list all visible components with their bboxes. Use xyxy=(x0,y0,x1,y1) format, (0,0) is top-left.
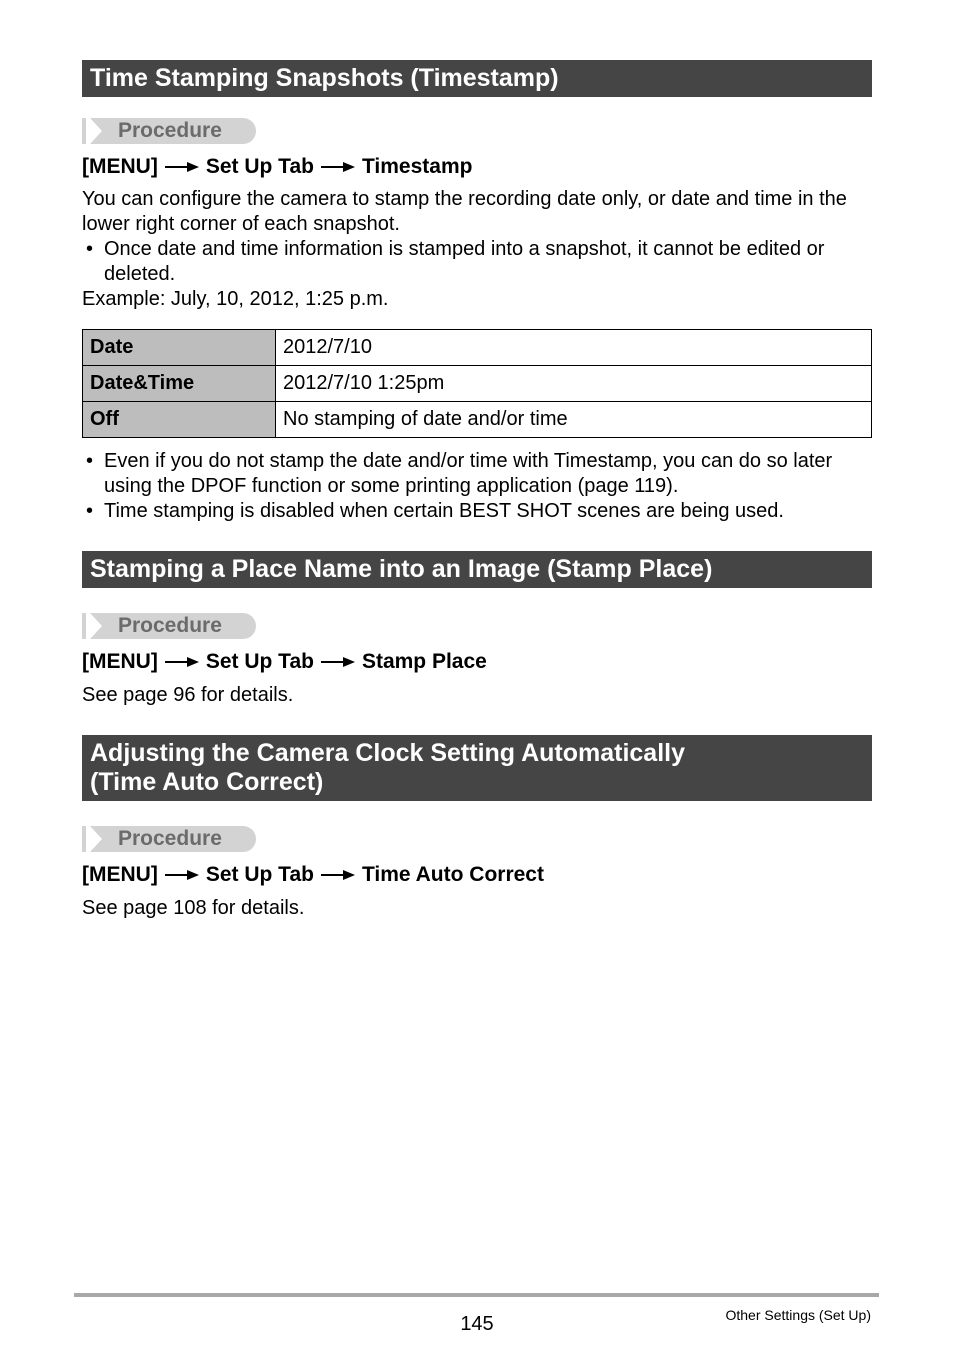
section-header-stamp-place xyxy=(82,551,872,588)
section-header-time-auto-correct xyxy=(82,735,872,801)
bullet-text: Once date and time information is stamped into a snapshot, it cannot be edited or deleted. xyxy=(104,238,825,285)
footer-divider xyxy=(74,1293,879,1297)
section-title: Adjusting the Camera Clock Setting Automatically xyxy=(90,739,686,767)
table-row xyxy=(83,330,872,366)
right-arrow-icon xyxy=(165,869,199,881)
section-header-timestamp xyxy=(82,60,872,97)
table-row xyxy=(83,366,872,402)
body-text: See page 96 for details. xyxy=(82,684,294,706)
procedure-label: Procedure xyxy=(118,827,222,850)
right-arrow-icon xyxy=(165,656,199,668)
timestamp-options-table xyxy=(82,329,872,438)
body-text: See page 108 for details. xyxy=(82,897,305,919)
section-title: Time Stamping Snapshots (Timestamp) xyxy=(90,64,559,92)
menu-path-step: Stamp Place xyxy=(361,650,487,673)
bullet-note xyxy=(82,449,872,499)
menu-path-step: Set Up Tab xyxy=(205,650,314,673)
menu-path xyxy=(82,649,487,675)
section-title: Stamping a Place Name into an Image (Stamp Place) xyxy=(90,555,713,583)
menu-path xyxy=(82,862,544,888)
bullet-text: Time stamping is disabled when certain BEST SHOT scenes are being used. xyxy=(104,500,784,522)
procedure-badge xyxy=(82,826,256,852)
menu-path-step: Time Auto Correct xyxy=(361,863,544,886)
bullet-note xyxy=(82,237,872,287)
option-value: No stamping of date and/or time xyxy=(276,402,872,438)
menu-path-step: [MENU] xyxy=(82,863,158,886)
right-arrow-icon xyxy=(321,656,355,668)
menu-path-step: Set Up Tab xyxy=(205,155,314,178)
bullet-mark: • xyxy=(86,500,94,522)
right-arrow-icon xyxy=(321,869,355,881)
menu-path-step: [MENU] xyxy=(82,650,158,673)
option-value: 2012/7/10 1:25pm xyxy=(276,366,872,402)
bullet-mark: • xyxy=(86,238,94,260)
option-value: 2012/7/10 xyxy=(276,330,872,366)
procedure-badge xyxy=(82,613,256,639)
example-text: Example: July, 10, 2012, 1:25 p.m. xyxy=(82,288,389,310)
procedure-badge xyxy=(82,118,256,144)
right-arrow-icon xyxy=(321,161,355,173)
page-number: 145 xyxy=(460,1313,494,1335)
right-arrow-icon xyxy=(165,161,199,173)
bullet-mark: • xyxy=(86,450,94,472)
procedure-label: Procedure xyxy=(118,614,222,637)
section-title-line2: (Time Auto Correct) xyxy=(90,768,324,796)
bullet-text: Even if you do not stamp the date and/or time with Timestamp, you can do so later using the DPOF function or some printing application (page 119). xyxy=(104,450,833,497)
option-name: Date&Time xyxy=(83,366,276,402)
menu-path-step: Set Up Tab xyxy=(205,863,314,886)
menu-path xyxy=(82,154,472,180)
option-name: Off xyxy=(83,402,276,438)
menu-path-step: [MENU] xyxy=(82,155,158,178)
menu-path-step: Timestamp xyxy=(361,155,473,178)
table-row xyxy=(83,402,872,438)
procedure-label: Procedure xyxy=(118,119,222,142)
option-name: Date xyxy=(83,330,276,366)
intro-paragraph: You can configure the camera to stamp the recording date only, or date and time in the lower right corner of each snapshot. xyxy=(82,188,847,235)
bullet-note xyxy=(82,499,872,524)
footer-section-name: Other Settings (Set Up) xyxy=(725,1307,871,1323)
